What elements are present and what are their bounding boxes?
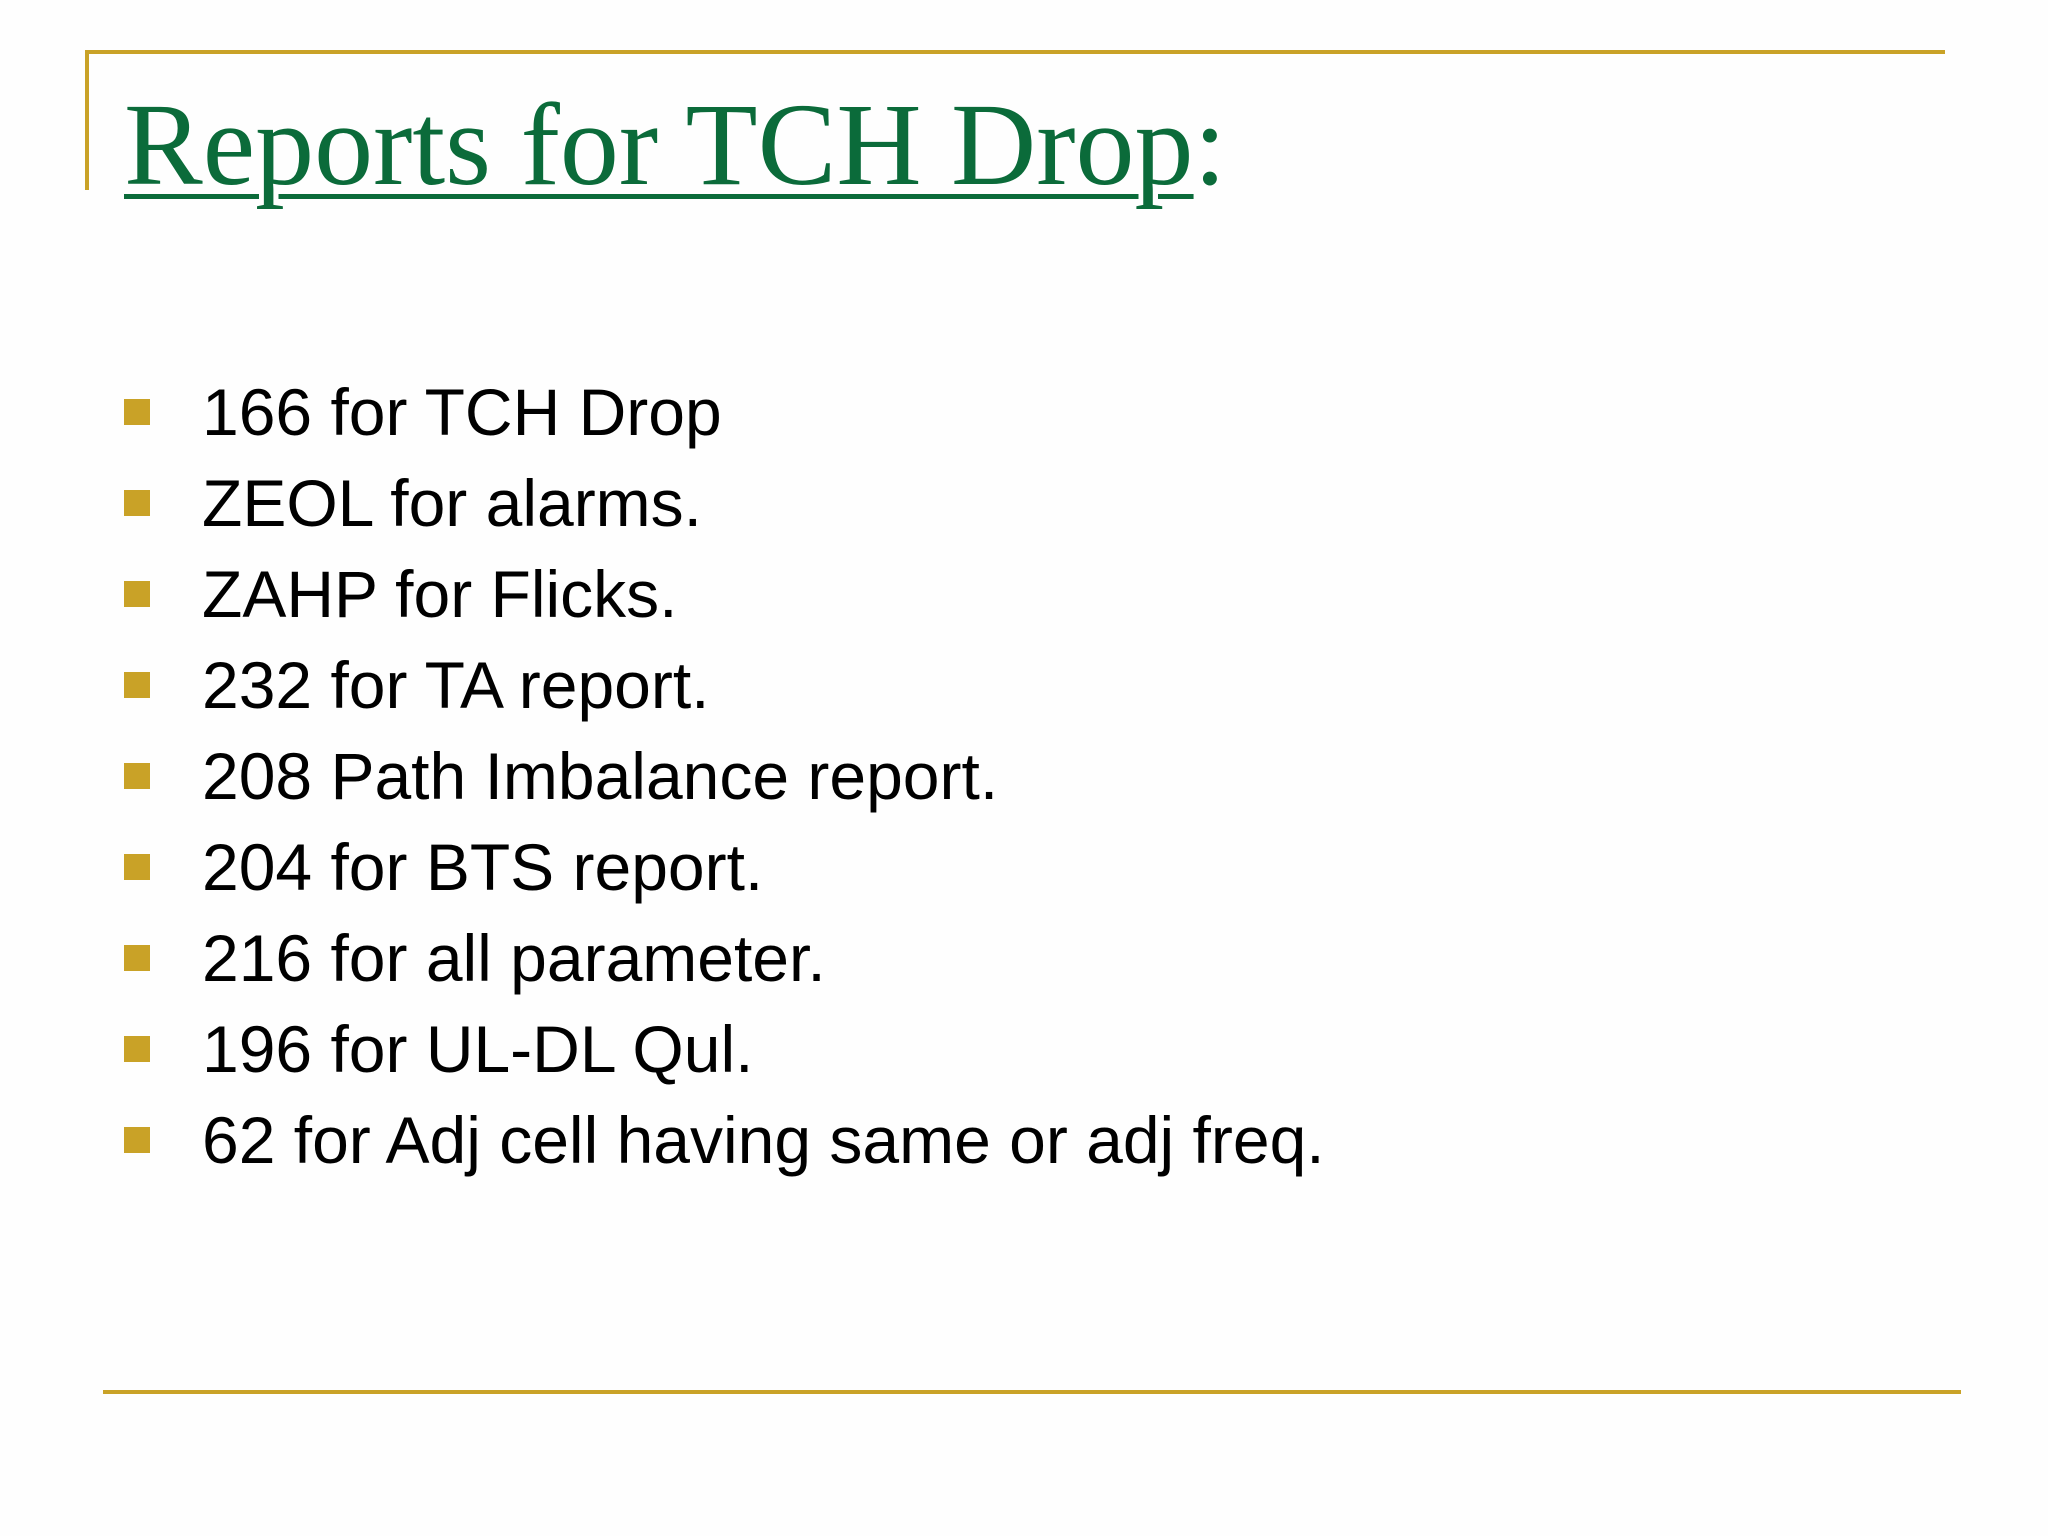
frame-top-border bbox=[85, 50, 1945, 54]
frame-bottom-border bbox=[103, 1390, 1961, 1394]
bullet-text: 208 Path Imbalance report. bbox=[202, 738, 999, 813]
square-bullet-icon bbox=[124, 1036, 150, 1062]
square-bullet-icon bbox=[124, 1127, 150, 1153]
list-item bbox=[124, 730, 1325, 821]
list-item bbox=[124, 457, 1325, 548]
slide-title bbox=[124, 80, 1226, 210]
square-bullet-icon bbox=[124, 945, 150, 971]
square-bullet-icon bbox=[124, 854, 150, 880]
list-item bbox=[124, 1003, 1325, 1094]
square-bullet-icon bbox=[124, 581, 150, 607]
list-item bbox=[124, 1094, 1325, 1185]
list-item bbox=[124, 548, 1325, 639]
square-bullet-icon bbox=[124, 672, 150, 698]
bullet-text: ZEOL for alarms. bbox=[202, 465, 702, 540]
slide-title-colon: : bbox=[1193, 79, 1227, 210]
square-bullet-icon bbox=[124, 490, 150, 516]
bullet-text: 166 for TCH Drop bbox=[202, 374, 722, 449]
bullet-text: 204 for BTS report. bbox=[202, 829, 764, 904]
list-item bbox=[124, 821, 1325, 912]
bullet-text: 196 for UL-DL Qul. bbox=[202, 1011, 754, 1086]
slide-title-text: Reports for TCH Drop bbox=[124, 79, 1194, 210]
bullet-list bbox=[124, 366, 1325, 1185]
bullet-text: 62 for Adj cell having same or adj freq. bbox=[202, 1102, 1325, 1177]
bullet-text: 216 for all parameter. bbox=[202, 920, 826, 995]
list-item bbox=[124, 912, 1325, 1003]
bullet-text: ZAHP for Flicks. bbox=[202, 556, 678, 631]
square-bullet-icon bbox=[124, 399, 150, 425]
frame-left-border bbox=[85, 50, 89, 190]
list-item bbox=[124, 639, 1325, 730]
bullet-text: 232 for TA report. bbox=[202, 647, 710, 722]
list-item bbox=[124, 366, 1325, 457]
square-bullet-icon bbox=[124, 763, 150, 789]
